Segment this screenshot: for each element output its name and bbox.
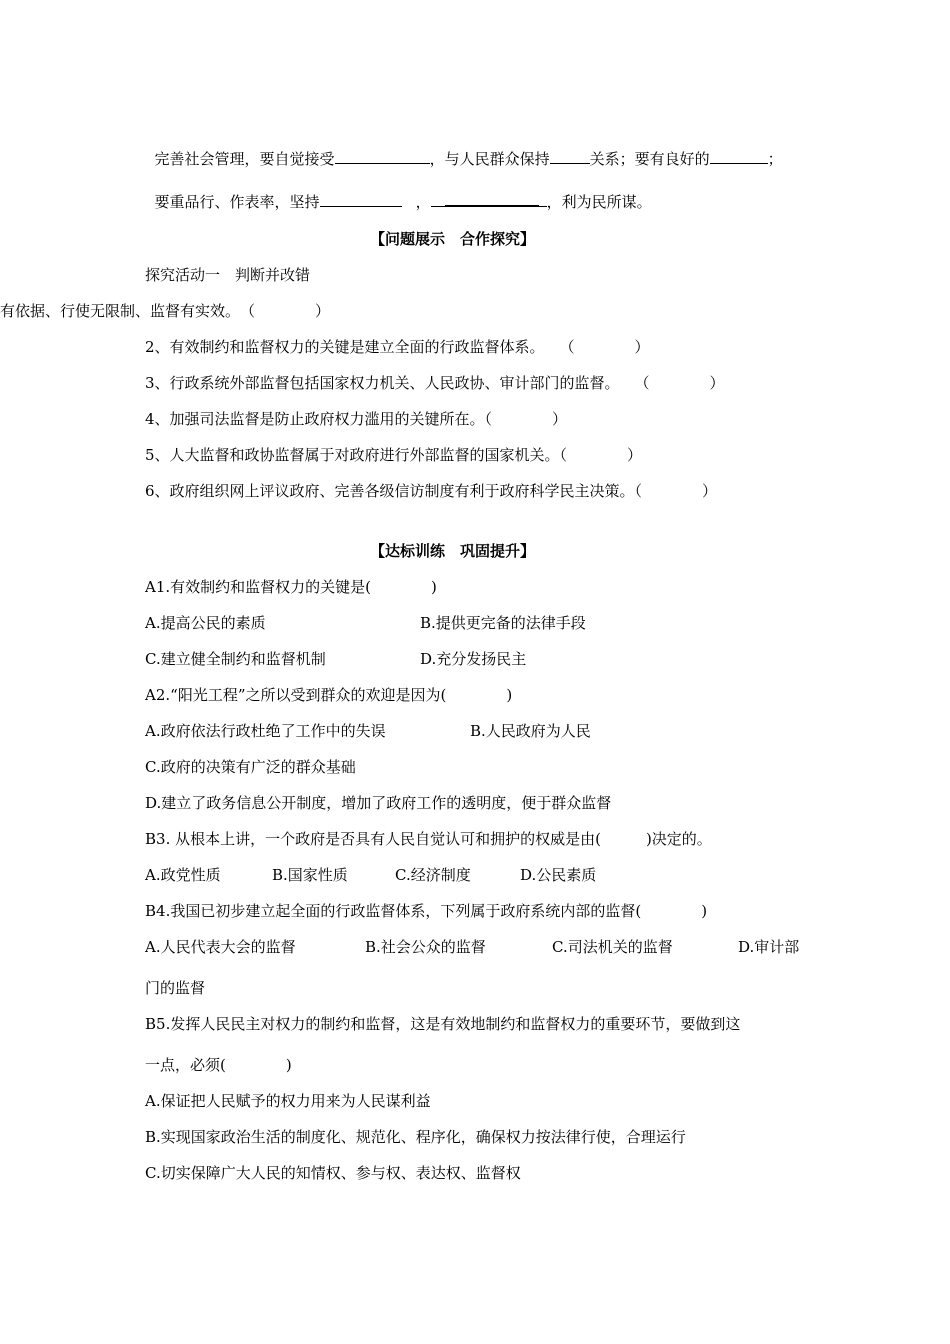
question-4-option-d-continued: 门的监督	[145, 979, 206, 997]
fill-blank[interactable]	[550, 148, 590, 164]
question-4-option-a: A.人民代表大会的监督	[145, 938, 296, 956]
intro-line-1	[145, 128, 783, 169]
question-4-option-c: C.司法机关的监督	[552, 938, 673, 956]
question-3-option-d: D.公民素质	[520, 866, 597, 884]
section-heading-problems: 【问题展示 合作探究】	[370, 230, 536, 248]
intro-line-2	[145, 170, 652, 212]
question-4-option-b: B.社会公众的监督	[365, 938, 486, 956]
question-1-option-c: C.建立健全制约和监督机制	[145, 650, 326, 668]
fill-blank[interactable]	[335, 148, 430, 164]
question-5-stem-continued: 一点，必须( )	[145, 1056, 292, 1074]
question-3-stem: B3. 从根本上讲，一个政府是否具有人民自觉认可和拥护的权威是由( )决定的。	[145, 830, 712, 848]
question-1-stem: A1.有效制约和监督权力的关键是( )	[145, 578, 437, 596]
judge-item-1: 有依据、行使无限制、监督有实效。 （ ）	[0, 302, 331, 320]
question-5-stem: B5.发挥人民民主对权力的制约和监督，这是有效地制约和监督权力的重要环节，要做到这	[145, 1015, 741, 1033]
intro-text: 关系；要有良好的	[589, 150, 710, 168]
question-2-option-b: B.人民政府为人民	[470, 722, 591, 740]
question-3-option-a: A.政党性质	[145, 866, 221, 884]
activity-title: 探究活动一 判断并改错	[145, 266, 311, 284]
section-heading-training: 【达标训练 巩固提升】	[370, 542, 536, 560]
fill-blank[interactable]	[445, 190, 539, 207]
judge-item-4: 4、加强司法监督是防止政府权力滥用的关键所在。（ ）	[145, 410, 568, 428]
intro-text: ，	[415, 193, 431, 211]
question-5-option-a: A.保证把人民赋予的权力用来为人民谋利益	[145, 1092, 431, 1110]
question-3-option-c: C.经济制度	[395, 866, 471, 884]
question-1-option-d: D.充分发扬民主	[420, 650, 527, 668]
question-2-option-a: A.政府依法行政杜绝了工作中的失误	[145, 722, 386, 740]
intro-text: ，与人民群众保持	[429, 150, 550, 168]
judge-item-2: 2、有效制约和监督权力的关键是建立全面的行政监督体系。 （ ）	[145, 338, 650, 356]
intro-text: 完善社会管理，要自觉接受	[154, 150, 335, 168]
judge-item-5: 5、人大监督和政协监督属于对政府进行外部监督的国家机关。（ ）	[145, 446, 643, 464]
judge-item-6: 6、政府组织网上评议政府、完善各级信访制度有利于政府科学民主决策。（ ）	[145, 482, 718, 500]
fill-blank[interactable]	[320, 191, 402, 207]
question-1-option-b: B.提供更完备的法律手段	[420, 614, 586, 632]
question-2-option-d: D.建立了政务信息公开制度，增加了政府工作的透明度，便于群众监督	[145, 794, 612, 812]
question-4-stem: B4.我国已初步建立起全面的行政监督体系，下列属于政府系统内部的监督( )	[145, 902, 708, 920]
intro-text: ，利为民所谋。	[546, 193, 652, 211]
intro-text: 要重品行、作表率，坚持	[154, 193, 320, 211]
intro-text: ；	[767, 150, 783, 168]
fill-blank[interactable]	[431, 191, 445, 207]
question-2-stem: A2.“阳光工程”之所以受到群众的欢迎是因为( )	[145, 686, 513, 704]
question-1-option-a: A.提高公民的素质	[145, 614, 266, 632]
question-5-option-b: B.实现国家政治生活的制度化、规范化、程序化，确保权力按法律行使，合理运行	[145, 1128, 686, 1146]
question-4-option-d: D.审计部	[738, 938, 800, 956]
fill-blank[interactable]	[710, 148, 768, 164]
judge-item-3: 3、行政系统外部监督包括国家权力机关、人民政协、审计部门的监督。 （ ）	[145, 374, 725, 392]
fill-blank[interactable]	[539, 191, 547, 207]
question-5-option-c: C.切实保障广大人民的知情权、参与权、表达权、监督权	[145, 1164, 521, 1182]
question-3-option-b: B.国家性质	[272, 866, 348, 884]
question-2-option-c: C.政府的决策有广泛的群众基础	[145, 758, 356, 776]
